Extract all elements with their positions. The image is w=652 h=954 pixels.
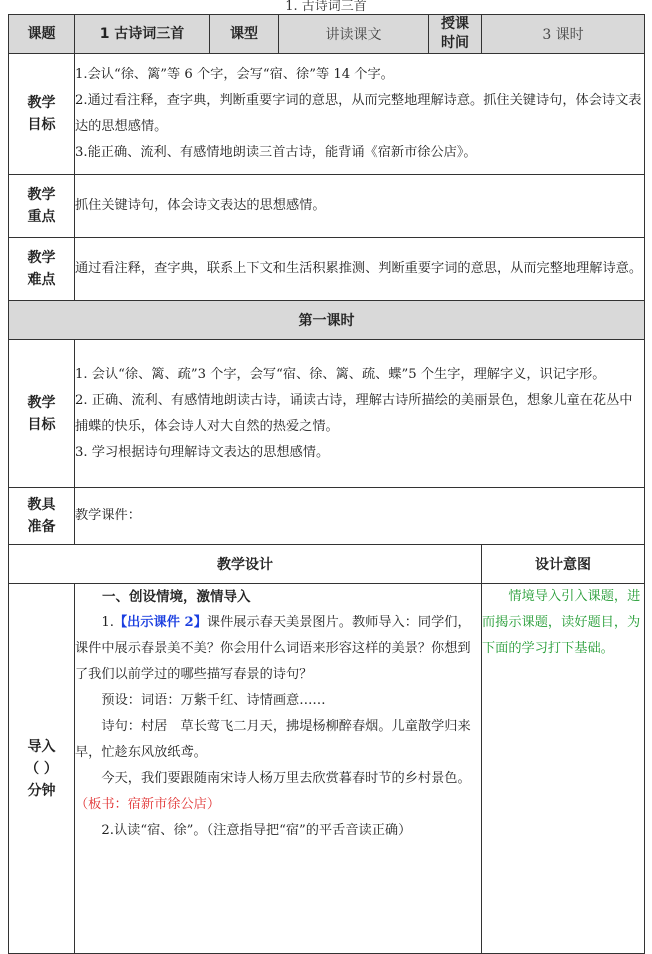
step-1	[75, 610, 481, 688]
goals-row	[9, 54, 645, 175]
lesson-goal-line: 3. 学习根据诗句理解诗文表达的思想感情。	[75, 444, 330, 460]
goal-line: 2.通过看注释，查字典，判断重要字词的意思，从而完整地理解诗意。抓住关键诗句，体会诗文表达的思想感情。	[75, 93, 642, 134]
header-row	[9, 15, 645, 54]
lesson-goal-line: 2. 正确、流利、有感情地朗读古诗，诵读古诗，理解古诗所描绘的美丽景色，想象儿童在花丛中捕蝶的快乐，体会诗人对大自然的热爱之情。	[75, 392, 633, 434]
goals-content	[75, 54, 645, 175]
intent-content	[482, 584, 645, 954]
design-header: 教学设计	[9, 545, 482, 584]
intent-text: 情境导入引入课题，进而揭示课题，读好题目，为下面的学习打下基础。	[482, 589, 641, 656]
type-value: 讲读课文	[279, 15, 429, 54]
focus-row	[9, 175, 645, 238]
difficulty-label	[9, 238, 75, 301]
goals-label-text: 教学目标	[27, 95, 56, 133]
phase-line: 导入	[27, 738, 56, 755]
topic-label: 课题	[9, 15, 75, 54]
lesson-plan-table	[8, 14, 645, 954]
intro-row	[9, 584, 645, 954]
difficulty-label-text: 教学难点	[27, 250, 56, 288]
step-1-text: 课件展示春天美景图片。教师导入：同学们，课件中展示春景美不美？你会用什么词语来形容这样的美景？你想到了我们以前学过的哪些描写春景的诗句？	[75, 615, 471, 682]
goals-label	[9, 54, 75, 175]
tools-row	[9, 488, 645, 545]
lesson-goals-row	[9, 340, 645, 488]
hours-label-text: 授课时间	[440, 16, 469, 51]
slide-tag: 【出示课件 2】	[113, 615, 207, 630]
focus-content: 抓住关键诗句，体会诗文表达的思想感情。	[75, 175, 645, 238]
tools-label	[9, 488, 75, 545]
tools-label-text: 教具准备	[27, 497, 56, 535]
phase-line: （ ）	[25, 760, 58, 777]
intent-header: 设计意图	[482, 545, 645, 584]
hours-label	[429, 15, 482, 54]
section-title: 一、创设情境，激情导入	[102, 589, 251, 605]
today-paragraph	[75, 766, 481, 818]
phase-label	[9, 584, 75, 954]
hours-value: 3 课时	[482, 15, 645, 54]
goal-line: 3.能正确、流利、有感情地朗读三首古诗，能背诵《宿新市徐公店》。	[75, 145, 477, 160]
type-label: 课型	[210, 15, 279, 54]
difficulty-row	[9, 238, 645, 301]
lesson-band: 第一课时	[9, 301, 645, 340]
design-header-row	[9, 545, 645, 584]
difficulty-content: 通过看注释，查字典，联系上下文和生活积累推测、判断重要字词的意思，从而完整地理解诗意。	[75, 238, 645, 301]
tools-content: 教学课件：	[75, 488, 645, 545]
lesson-band-row	[9, 301, 645, 340]
lesson-goal-line: 1. 会认“徐、篱、疏”3 个字，会写“宿、徐、篱、疏、蝶”5 个生字，理解字义，识记字形。	[75, 366, 606, 382]
focus-label-text: 教学重点	[27, 187, 56, 225]
board-note: （板书：宿新市徐公店）	[75, 797, 221, 812]
preset-words: 预设：词语：万紫千红、诗情画意……	[101, 693, 326, 708]
focus-label	[9, 175, 75, 238]
lesson-goals-content	[75, 340, 645, 488]
preset-poem: 诗句：村居 草长莺飞二月天，拂堤杨柳醉春烟。儿童散学归来早，忙趁东风放纸鸢。	[75, 719, 471, 760]
lesson-goals-label	[9, 340, 75, 488]
design-content	[75, 584, 482, 954]
step-2: 2.认读“宿、徐”。（注意指导把“宿”的平舌音读正确）	[101, 823, 412, 838]
topic-value: 1 古诗词三首	[75, 15, 210, 54]
lesson-goals-label-text: 教学目标	[27, 394, 56, 433]
goal-line: 1.会认“徐、篱”等 6 个字，会写“宿、徐”等 14 个字。	[75, 67, 394, 82]
document-title: 1. 古诗词三首	[285, 0, 367, 14]
step-1-prefix: 1.	[101, 615, 114, 630]
today-text: 今天，我们要跟随南宋诗人杨万里去欣赏暮春时节的乡村景色。	[101, 771, 471, 786]
phase-line: 分钟	[27, 782, 56, 799]
